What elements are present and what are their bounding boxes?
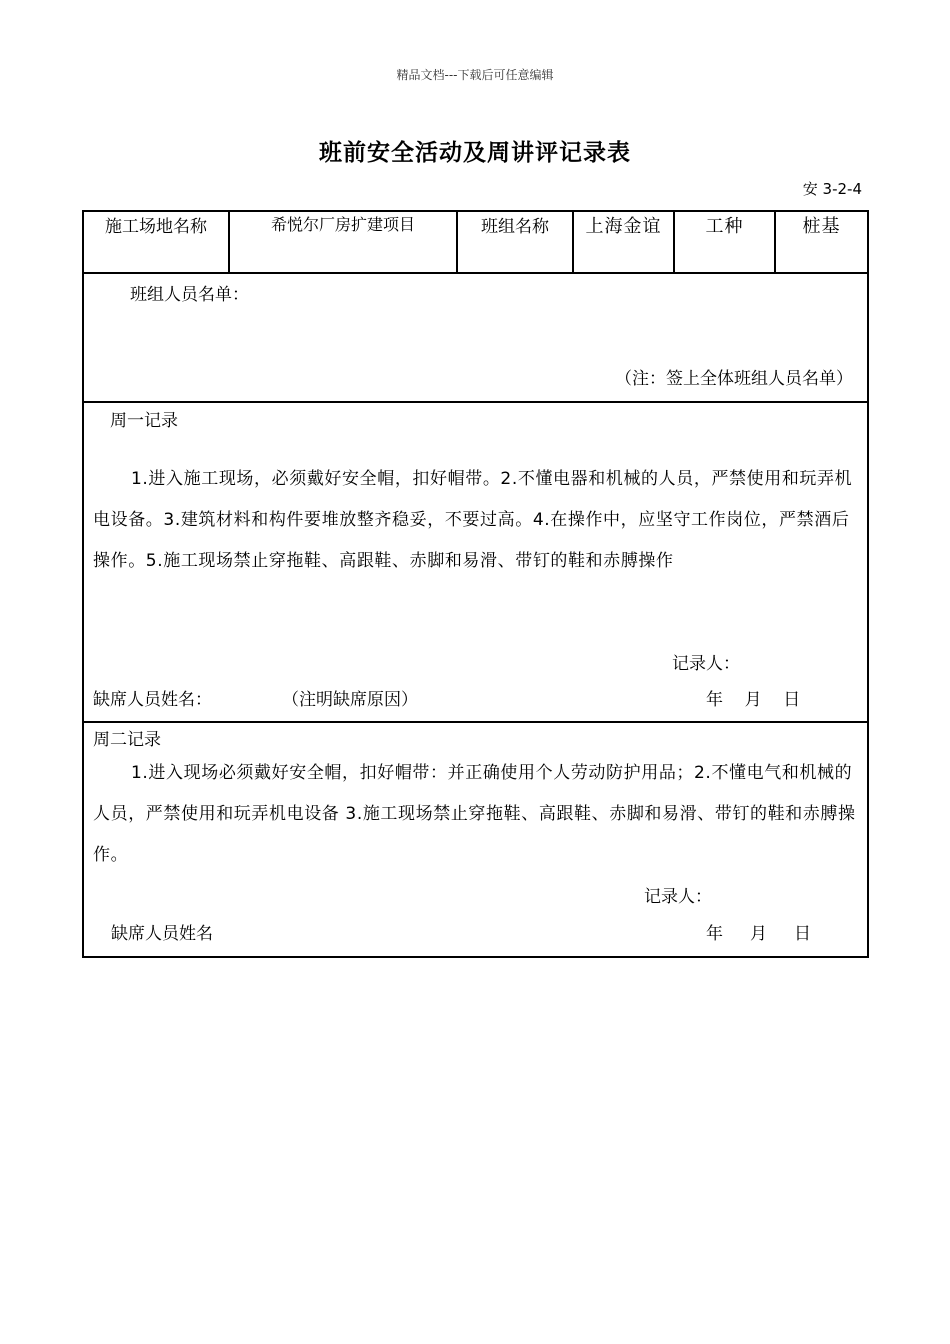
tuesday-cell [83,722,868,957]
tuesday-content: 1.进入现场必须戴好安全帽，扣好帽带：并正确使用个人劳动防护用品；2.不懂电气和机械的人员，严禁使用和玩弄机电设备 3.施工现场禁止穿拖鞋、高跟鞋、赤脚和易滑、带钉的鞋和赤膊操作。 [93,763,856,865]
tuesday-date: 年 月 日 [706,924,812,944]
members-note: （注：签上全体班组人员名单） [615,369,853,389]
document-title: 班前安全活动及周讲评记录表 [319,140,631,166]
tuesday-recorder: 记录人： [644,887,712,907]
record-table [82,210,869,958]
monday-content: 1.进入施工现场，必须戴好安全帽，扣好帽带。2.不懂电器和机械的人员，严禁使用和玩弄机电设备。3.建筑材料和构件要堆放整齐稳妥，不要过高。4.在操作中，应坚守工作岗位，严禁酒后操作。5.施工现场禁止穿拖鞋、高跟鞋、赤脚和易滑、带钉的鞋和赤膊操作 [93,469,853,571]
site-label: 施工场地名称 [83,211,229,273]
monday-recorder: 记录人： [672,654,740,674]
page-watermark: 精品文档---下载后可任意编辑 [396,68,554,82]
members-label: 班组人员名单： [130,285,249,305]
tuesday-row [83,722,868,957]
monday-date: 年 月 日 [706,690,801,710]
members-cell [83,273,868,402]
members-row [83,273,868,402]
tuesday-title: 周二记录 [93,730,161,750]
monday-row [83,402,868,722]
team-label: 班组名称 [457,211,573,273]
monday-title: 周一记录 [110,411,178,431]
team-name: 上海金谊 [573,211,674,273]
monday-cell [83,402,868,722]
trade-label: 工种 [674,211,775,273]
monday-absent-note: （注明缺席原因） [282,690,418,710]
monday-absent-label: 缺席人员姓名： [93,690,212,710]
tuesday-absent-label: 缺席人员姓名 [111,924,213,944]
trade-value: 桩基 [775,211,868,273]
site-name: 希悦尔厂房扩建项目 [229,211,457,273]
form-code: 安 3-2-4 [802,180,862,198]
header-row [83,211,868,273]
